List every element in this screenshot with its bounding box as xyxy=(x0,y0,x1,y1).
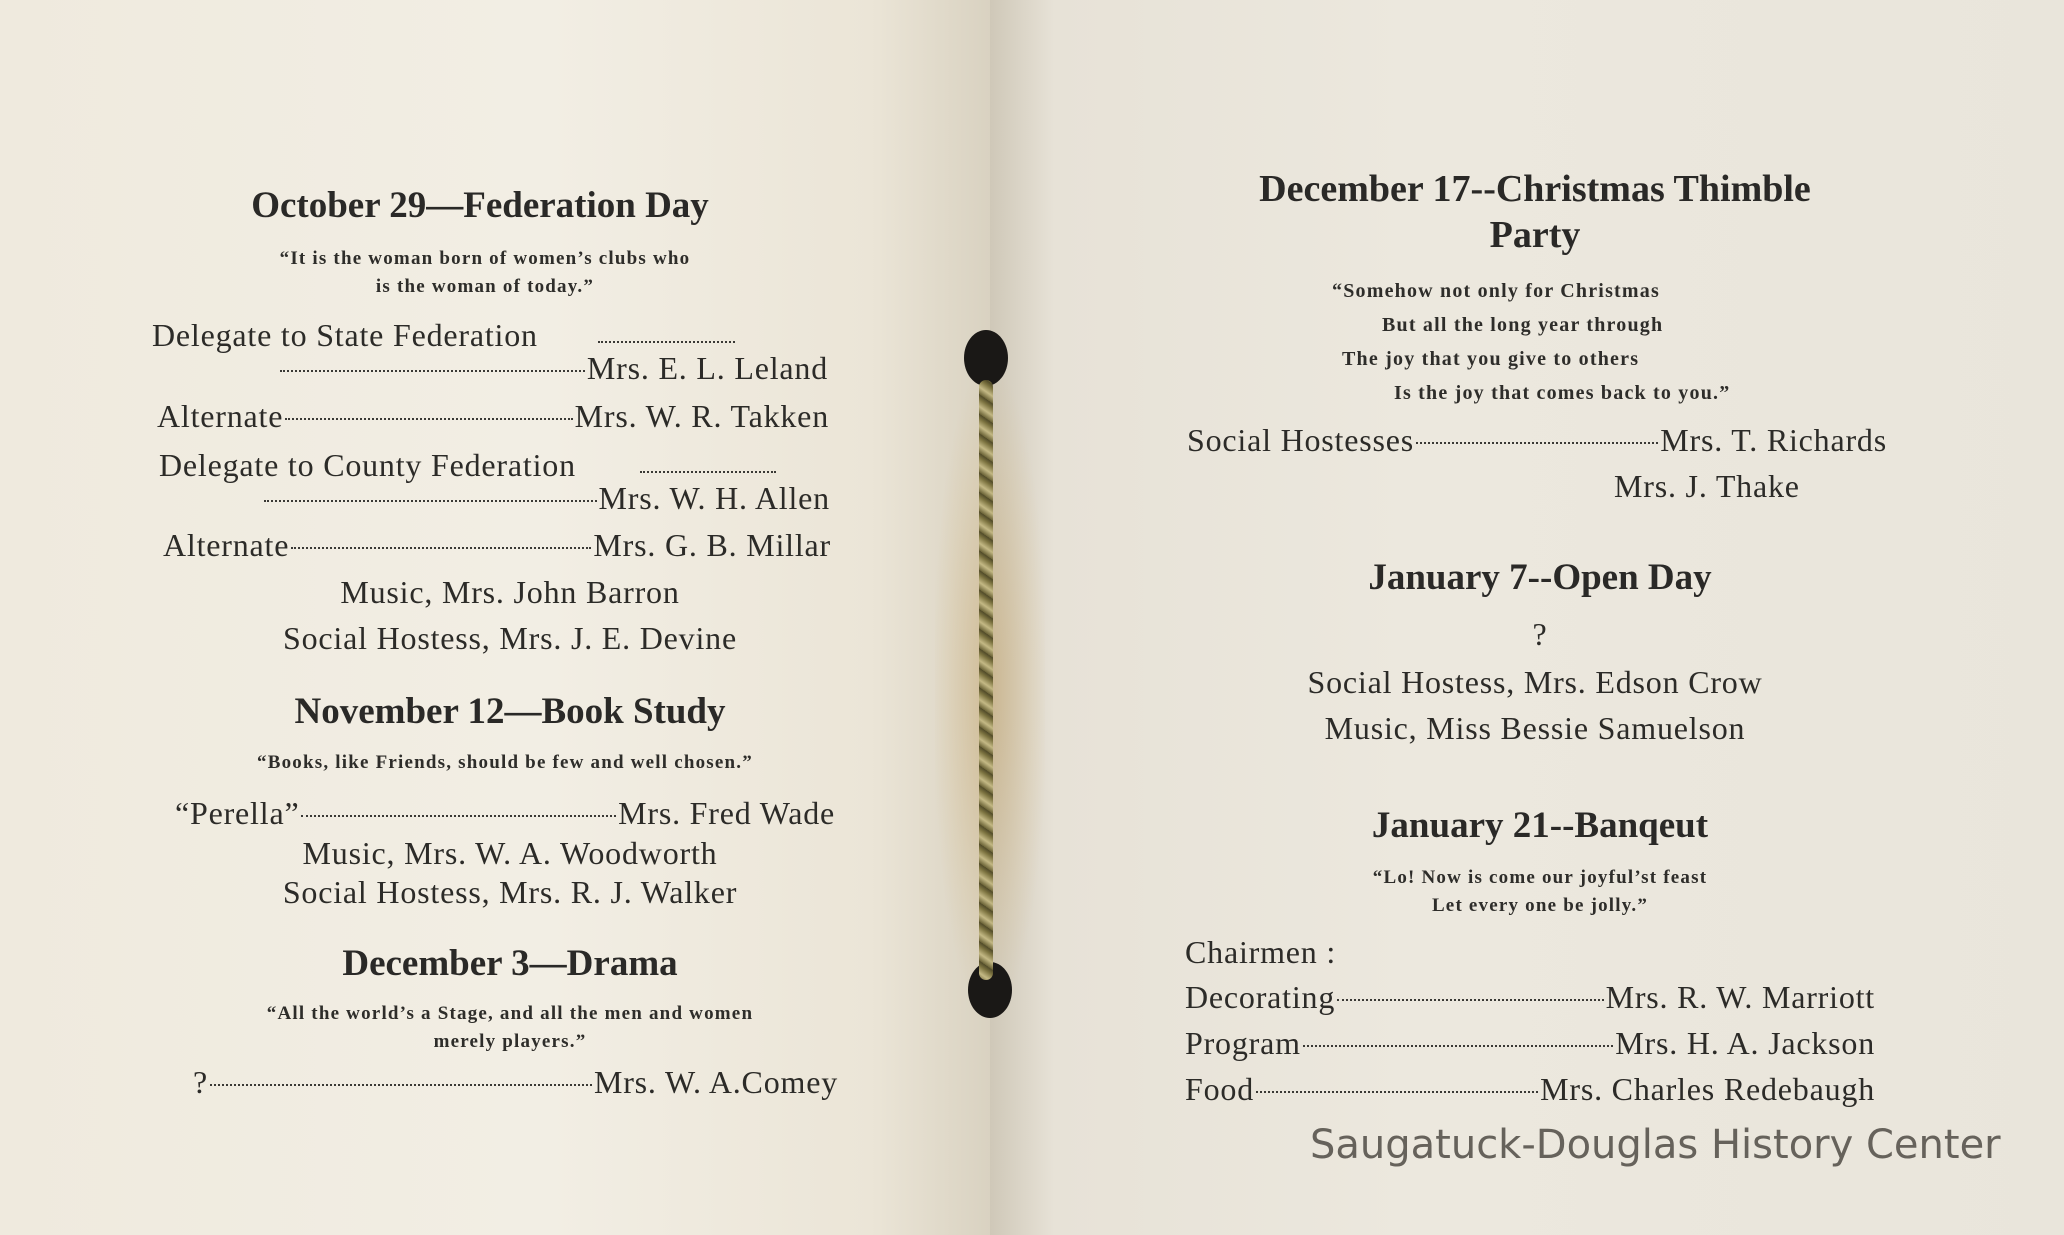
program-row xyxy=(1185,1023,1875,1063)
december17-hostesses-label: Social Hostesses xyxy=(1187,422,1415,458)
december3-heading: December 3—Drama xyxy=(342,943,678,984)
leader-dots xyxy=(1337,999,1603,1001)
december17-quote xyxy=(1332,274,1832,410)
alternate-2-name: Mrs. G. B. Millar xyxy=(593,527,831,563)
december17-quote-line-3: The joy that you give to others xyxy=(1342,348,1640,370)
leader-dots xyxy=(1256,1091,1538,1093)
november-hostess: Social Hostess, Mrs. R. J. Walker xyxy=(282,874,738,910)
january21-heading: January 21--Banqeut xyxy=(1371,805,1709,846)
december17-quote-line-1: “Somehow not only for Christmas xyxy=(1332,280,1660,302)
alternate-1-label: Alternate xyxy=(157,398,284,434)
program-name: Mrs. H. A. Jackson xyxy=(1615,1025,1875,1061)
january7-music: Music, Miss Bessie Samuelson xyxy=(1324,710,1746,746)
january21-quote-line-1: “Lo! Now is come our joyful’st feast xyxy=(1372,867,1708,888)
leader-dots xyxy=(640,471,776,473)
december17-hostess-2: Mrs. J. Thake xyxy=(1614,468,1800,504)
leader-dots xyxy=(285,418,572,420)
binding-cord xyxy=(979,380,993,980)
december3-row xyxy=(193,1062,838,1102)
program-label: Program xyxy=(1185,1025,1301,1061)
january7-heading: January 7--Open Day xyxy=(1368,557,1712,598)
food-name: Mrs. Charles Redebaugh xyxy=(1540,1071,1875,1107)
perella-label: “Perella” xyxy=(175,795,300,831)
october-quote xyxy=(160,245,810,301)
october-quote-line-2: is the woman of today.” xyxy=(375,276,595,297)
october-hostess: Social Hostess, Mrs. J. E. Devine xyxy=(283,620,737,656)
leader-dots xyxy=(301,815,616,817)
history-center-watermark: Saugatuck-Douglas History Center xyxy=(1310,1122,2001,1168)
december17-quote-line-4: Is the joy that comes back to you.” xyxy=(1394,382,1731,404)
delegate-county-row xyxy=(262,478,830,518)
leader-dots xyxy=(1416,442,1658,444)
december3-item-label: ? xyxy=(193,1064,209,1100)
perella-name: Mrs. Fred Wade xyxy=(618,795,835,831)
december17-hostesses-row xyxy=(1187,420,1887,460)
january21-quote xyxy=(1240,864,1840,920)
decorating-name: Mrs. R. W. Marriott xyxy=(1605,979,1875,1015)
leader-dots xyxy=(210,1084,592,1086)
delegate-state-label: Delegate to State Federation xyxy=(152,317,538,353)
january7-topic: ? xyxy=(1532,616,1548,652)
delegate-state-row xyxy=(278,348,828,388)
leader-dots xyxy=(280,370,585,372)
binding-hole-top xyxy=(964,330,1008,386)
december3-quote-line-1: “All the world’s a Stage, and all the men and women xyxy=(266,1003,754,1024)
delegate-county-name: Mrs. W. H. Allen xyxy=(598,480,830,516)
food-label: Food xyxy=(1185,1071,1254,1107)
alternate-2-label: Alternate xyxy=(163,527,290,563)
december17-hostess-1: Mrs. T. Richards xyxy=(1660,422,1887,458)
perella-row xyxy=(175,793,835,833)
leader-dots xyxy=(291,547,591,549)
december17-heading-line-1: December 17--Christmas Thimble xyxy=(1259,168,1811,210)
january21-quote-line-2: Let every one be jolly.” xyxy=(1431,895,1649,916)
october-heading: October 29—Federation Day xyxy=(251,185,709,226)
leader-dots xyxy=(598,341,735,343)
leader-dots xyxy=(1303,1045,1613,1047)
leader-dots xyxy=(264,500,597,502)
food-row xyxy=(1185,1069,1875,1109)
november-heading: November 12—Book Study xyxy=(294,691,726,732)
november-quote: “Books, like Friends, should be few and well chosen.” xyxy=(257,752,753,773)
january7-hostess: Social Hostess, Mrs. Edson Crow xyxy=(1307,664,1763,700)
december17-quote-line-2: But all the long year through xyxy=(1382,314,1664,336)
alternate-1-name: Mrs. W. R. Takken xyxy=(574,398,829,434)
delegate-county-label: Delegate to County Federation xyxy=(159,447,576,483)
alternate-1-row xyxy=(157,396,829,436)
decorating-label: Decorating xyxy=(1185,979,1336,1015)
chairmen-label: Chairmen : xyxy=(1185,934,1337,970)
december17-heading xyxy=(1160,166,1910,258)
delegate-state-name: Mrs. E. L. Leland xyxy=(586,350,828,386)
november-music: Music, Mrs. W. A. Woodworth xyxy=(302,835,718,871)
october-music: Music, Mrs. John Barron xyxy=(340,574,680,610)
october-quote-line-1: “It is the woman born of women’s clubs who xyxy=(279,248,691,269)
decorating-row xyxy=(1185,977,1875,1017)
december17-heading-line-2: Party xyxy=(1489,214,1581,256)
december3-item-name: Mrs. W. A.Comey xyxy=(593,1064,838,1100)
december3-quote-line-2: merely players.” xyxy=(433,1031,587,1052)
alternate-2-row xyxy=(163,525,831,565)
december3-quote xyxy=(150,1000,870,1056)
